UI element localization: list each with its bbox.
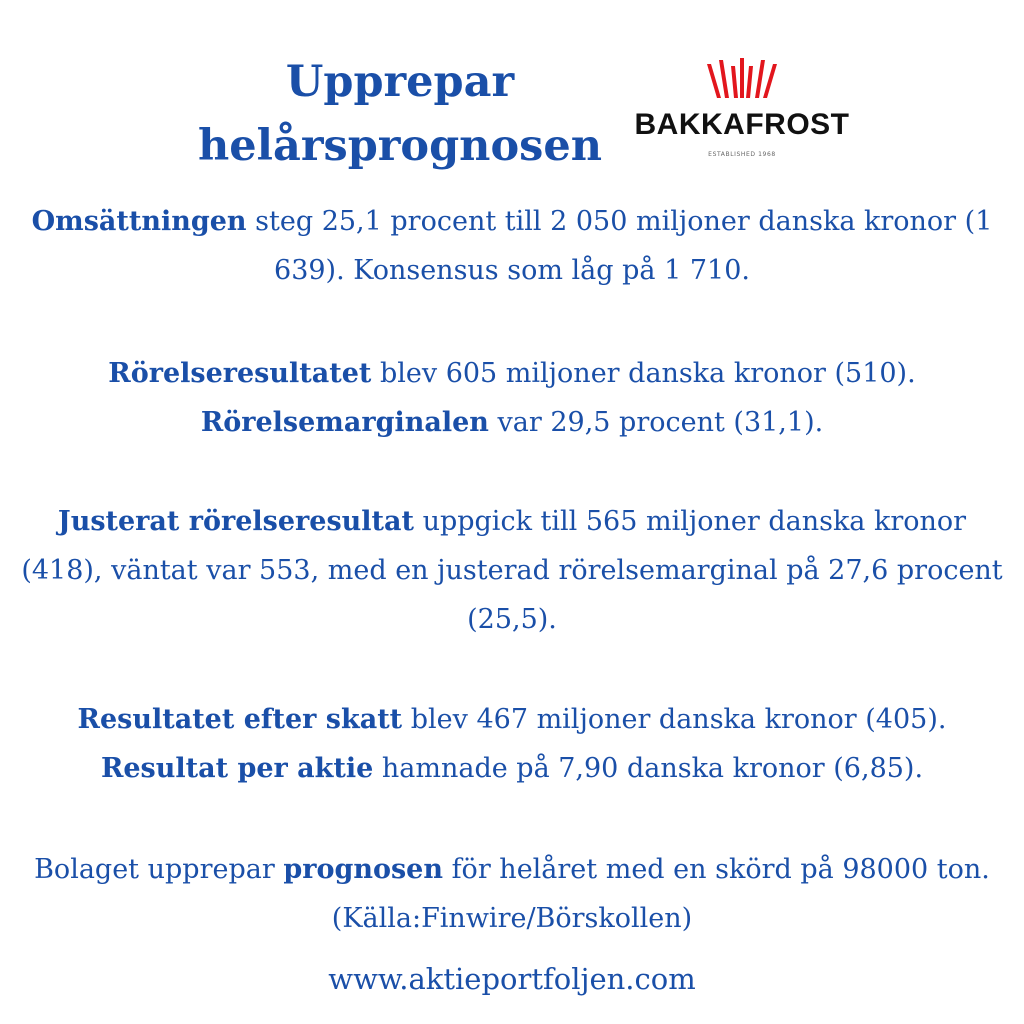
footer-url: www.aktieportfoljen.com: [328, 962, 696, 996]
crown-spike-7: [763, 64, 777, 98]
net-result-label: Resultatet efter skatt: [77, 704, 403, 735]
forecast-text: för helåret med en skörd på 98000 ton. (Källa:Finwire/Börskollen): [331, 854, 990, 934]
paragraph-forecast: [20, 845, 1004, 943]
crown-spike-2: [719, 60, 729, 98]
title-line-2: helårsprognosen: [198, 121, 602, 171]
net-result-text: blev 467 miljoner danska kronor (405).: [402, 704, 947, 735]
paragraph-net-result: [20, 695, 1004, 793]
eps-label: Resultat per aktie: [100, 753, 374, 784]
crown-spike-5: [746, 66, 753, 98]
revenue-text: steg 25,1 procent till 2 050 miljoner danska kronor (1 639). Konsensus som låg på 1 710.: [246, 206, 993, 286]
logo-wordmark: BAKKAFROST: [634, 108, 850, 141]
eps-text: hamnade på 7,90 danska kronor (6,85).: [373, 753, 924, 784]
paragraph-operating-result: [20, 349, 1004, 447]
paragraph-adjusted-result: [20, 497, 1004, 644]
crown-spike-6: [755, 60, 765, 98]
crown-icon: [705, 58, 779, 104]
bakkafrost-logo: [632, 56, 852, 166]
operating-result-label: Rörelseresultatet: [108, 358, 372, 389]
page-title: [150, 50, 650, 178]
adjusted-result-text: uppgick till 565 miljoner danska kronor (418), väntat var 553, med en justerad rörelsemarginal på 27,6 procent (25,5).: [21, 506, 1003, 635]
title-line-1: Upprepar: [285, 57, 515, 107]
crown-spike-4: [740, 58, 744, 98]
forecast-label: prognosen: [283, 854, 443, 885]
paragraph-revenue: [20, 197, 1004, 295]
crown-spike-3: [731, 66, 738, 98]
adjusted-result-label: Justerat rörelseresultat: [57, 506, 414, 537]
operating-margin-text: var 29,5 procent (31,1).: [488, 407, 824, 438]
logo-established: ESTABLISHED 1968: [708, 151, 776, 158]
revenue-label: Omsättningen: [31, 206, 247, 237]
operating-margin-label: Rörelsemarginalen: [200, 407, 489, 438]
forecast-intro: Bolaget upprepar: [34, 854, 284, 885]
crown-spike-1: [707, 64, 721, 98]
operating-result-text: blev 605 miljoner danska kronor (510).: [371, 358, 916, 389]
